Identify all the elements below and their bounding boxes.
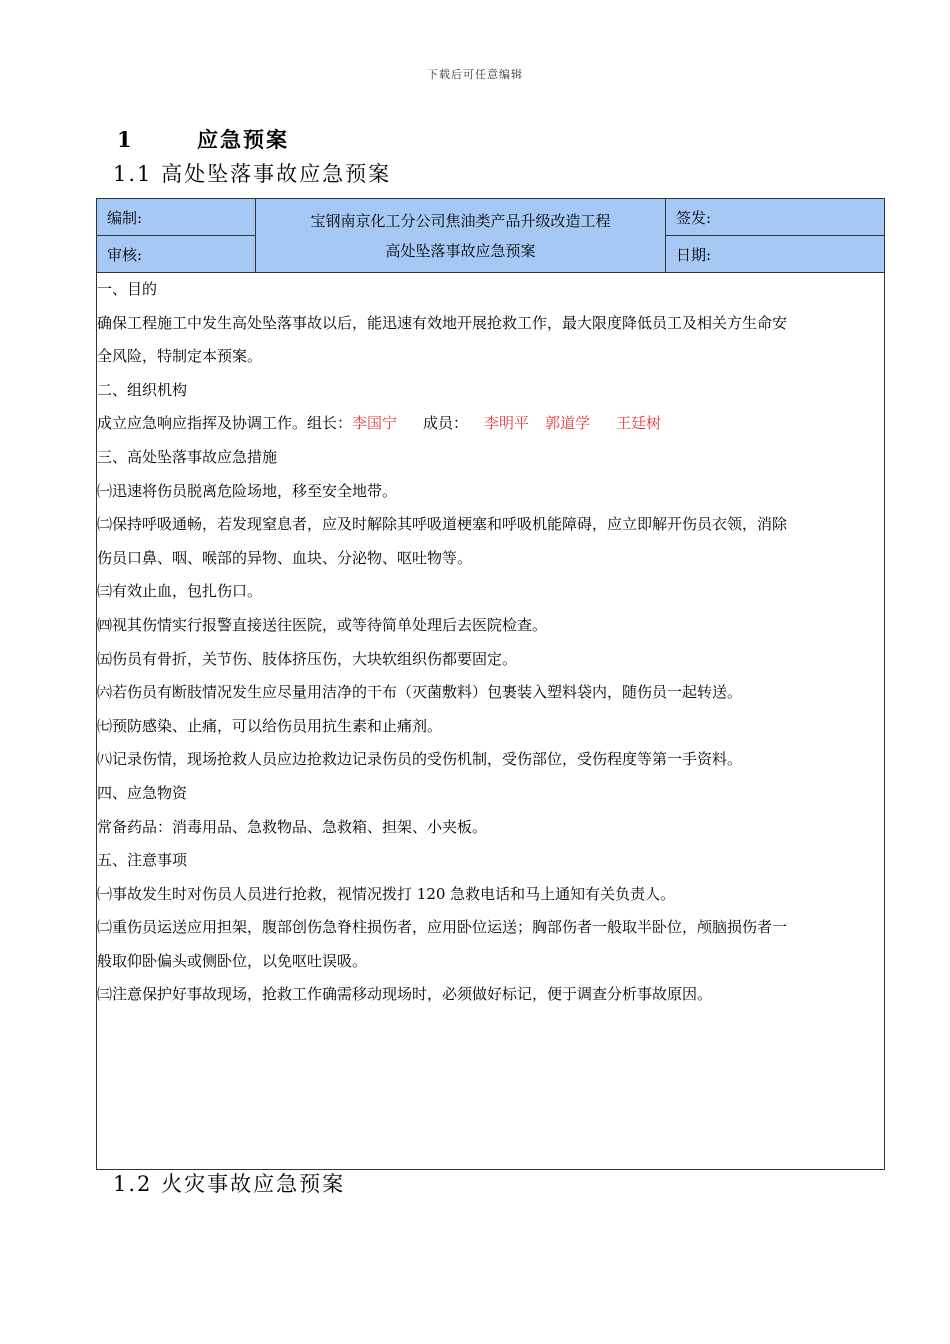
section-1-text-line1: 确保工程施工中发生高处坠落事故以后，能迅速有效地开展抢救工作，最大限度降低员工及相关方生命安 [97, 313, 788, 332]
issue-label: 签发: [666, 199, 885, 236]
section-2-title: 二、组织机构 [97, 380, 188, 399]
section-5-title: 五、注意事项 [97, 851, 188, 870]
plan-title-cell [256, 199, 666, 273]
plan-title-line2: 高处坠落事故应急预案 [385, 241, 536, 260]
heading-1-1: 1.1 高处坠落事故应急预案 [113, 162, 392, 186]
heading-1-2: 1.2 火灾事故应急预案 [113, 1172, 346, 1196]
review-label: 审核: [97, 236, 256, 273]
precaution-item: ㈠事故发生时对伤员人员进行抢救，视情况拨打 120 急救电话和马上通知有关负责人。 [97, 884, 676, 903]
measure-item: ㈡保持呼吸通畅，若发现窒息者，应及时解除其呼吸道梗塞和呼吸机能障碍，应立即解开伤员衣领，消除 [97, 515, 788, 534]
section-2-organization [97, 407, 884, 441]
measure-item: ㈦预防感染、止痛，可以给伤员用抗生素和止痛剂。 [97, 716, 443, 735]
compile-label: 编制: [97, 199, 256, 236]
date-label: 日期: [666, 236, 885, 273]
heading-1-title: 应急预案 [197, 127, 289, 152]
measure-item: ㈧记录伤情，现场抢救人员应边抢救边记录伤员的受伤机制，受伤部位，受伤程度等第一手资料。 [97, 750, 743, 769]
section-4-text: 常备药品：消毒用品、急救物品、急救箱、担架、小夹板。 [97, 817, 488, 836]
organization-prefix: 成立应急响应指挥及协调工作。组长： [97, 414, 353, 433]
emergency-plan-table [96, 198, 885, 1170]
heading-1-number: 1 [117, 127, 132, 152]
measure-item: ㈢有效止血，包扎伤口。 [97, 582, 263, 601]
member-name: 郭道学 [545, 414, 591, 433]
team-leader-name: 李国宁 [352, 414, 398, 433]
section-1-text-line2: 全风险，特制定本预案。 [97, 347, 263, 366]
member-name: 李明平 [484, 414, 530, 433]
precaution-item: ㈡重伤员运送应用担架，腹部创伤急脊柱损伤者，应用卧位运送；胸部伤者一般取半卧位，颅脑损伤者一 [97, 918, 788, 937]
heading-1 [117, 124, 289, 154]
measure-item: ㈥若伤员有断肢情况发生应尽量用洁净的干布（灭菌敷料）包裹装入塑料袋内，随伤员一起转送。 [97, 683, 743, 702]
precaution-item: ㈢注意保护好事故现场，抢救工作确需移动现场时，必须做好标记，便于调查分析事故原因。 [97, 985, 713, 1004]
members-label: 成员： [423, 414, 469, 433]
measure-item: ㈤伤员有骨折，关节伤、肢体挤压伤，大块软组织伤都要固定。 [97, 649, 518, 668]
precaution-item: 般取仰卧偏头或侧卧位，以免呕吐误吸。 [97, 951, 368, 970]
member-name: 王廷树 [616, 414, 662, 433]
measure-item: 伤员口鼻、咽、喉部的异物、血块、分泌物、呕吐物等。 [97, 548, 473, 567]
section-1-title: 一、目的 [97, 280, 158, 298]
plan-title-line1: 宝钢南京化工分公司焦油类产品升级改造工程 [310, 211, 611, 230]
page-header-note: 下载后可任意编辑 [427, 68, 523, 81]
plan-content-cell [97, 273, 885, 1170]
measure-item: ㈠迅速将伤员脱离危险场地，移至安全地带。 [97, 481, 398, 500]
measure-item: ㈣视其伤情实行报警直接送往医院，或等待简单处理后去医院检查。 [97, 615, 548, 634]
section-4-title: 四、应急物资 [97, 783, 188, 802]
section-3-title: 三、高处坠落事故应急措施 [97, 447, 278, 466]
